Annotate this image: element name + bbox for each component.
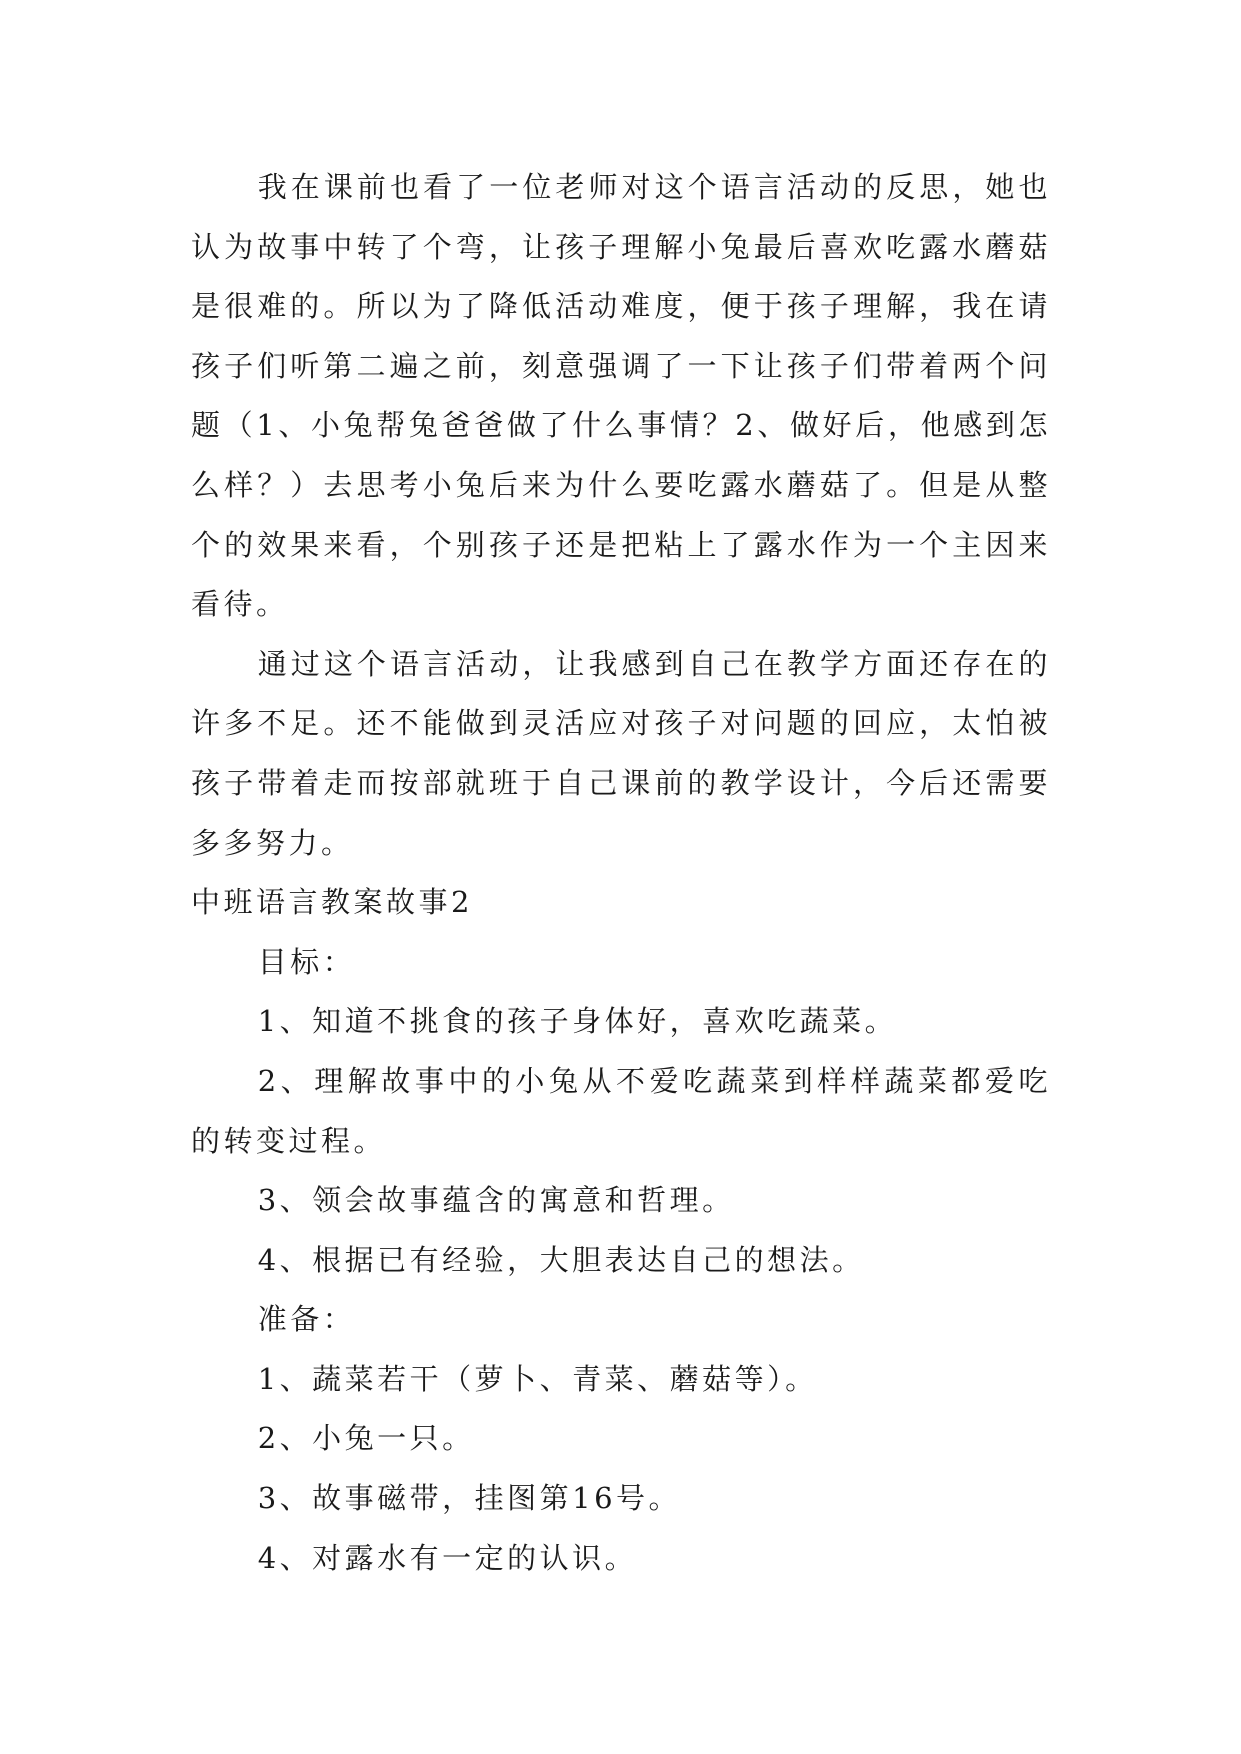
prep-item-4: 4、对露水有一定的认识。 xyxy=(257,1540,638,1575)
prep-item-1: 1、蔬菜若干（萝卜、青菜、蘑菇等）。 xyxy=(257,1361,818,1396)
goal-item-1: 1、知道不挑食的孩子身体好，喜欢吃蔬菜。 xyxy=(257,1004,898,1039)
prep-item-3: 3、故事磁带，挂图第16号。 xyxy=(257,1481,682,1516)
paragraph-reflection: 我在课前也看了一位老师对这个语言活动的反思，她也认为故事中转了个弯，让孩子理解小兔最后喜欢吃露水蘑菇是很难的。所以为了降低活动难度，便于孩子理解，我在请孩子们听第二遍之前，刻意强调了一下让孩子们带着两个问题（1、小兔帮兔爸爸做了什么事情？2、做好后，他感到怎么样？）去思考小兔后来为什么要吃露水蘑菇了。但是从整个的效果来看，个别孩子还是把粘上了露水作为一个主因来看待。 xyxy=(191,170,1051,622)
goals-label: 目标： xyxy=(257,944,356,979)
section-title: 中班语言教案故事2 xyxy=(191,885,473,920)
prep-label: 准备： xyxy=(257,1302,356,1337)
prep-item-2: 2、小兔一只。 xyxy=(257,1421,475,1456)
goal-item-2: 2、理解故事中的小兔从不爱吃蔬菜到样样蔬菜都爱吃的转变过程。 xyxy=(191,1063,1051,1158)
goal-item-4: 4、根据已有经验，大胆表达自己的想法。 xyxy=(257,1242,865,1277)
paragraph-summary: 通过这个语言活动，让我感到自己在教学方面还存在的许多不足。还不能做到灵活应对孩子对问题的回应，太怕被孩子带着走而按部就班于自己课前的教学设计，今后还需要多多努力。 xyxy=(191,646,1051,860)
document-body xyxy=(191,158,1051,1588)
goal-item-3: 3、领会故事蕴含的寓意和哲理。 xyxy=(257,1183,735,1218)
